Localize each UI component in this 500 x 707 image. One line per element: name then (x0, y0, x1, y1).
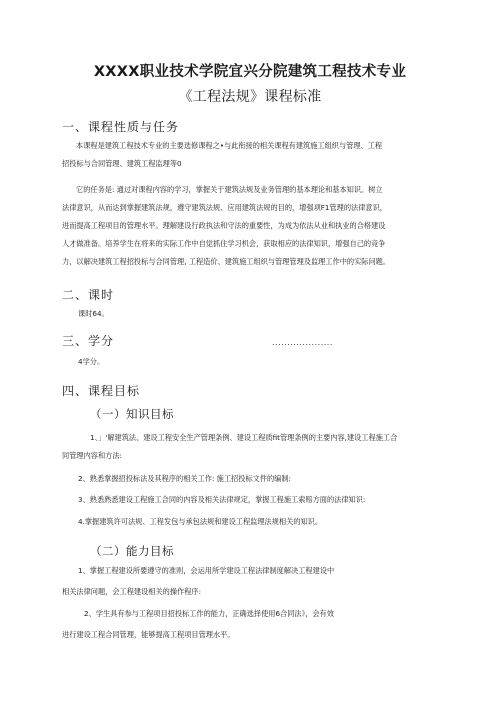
paragraph-line: 力，以解决建筑工程招投标与合同管理, 工程造价、建筑施工组织与管理管理及监理工作中的实际问题。 (62, 257, 391, 266)
objective-item: 3、熟悉熟悉建设工程施工合同的内容及相关法律规定，掌握工程施工索赔方面的法律知识: (78, 495, 366, 504)
subsection-heading-ability: （二）能力目标 (90, 544, 174, 558)
credits-text: 4学分。 (78, 357, 105, 366)
objective-item: 进行建设工程合同管理，能够提高工程项目管理水平。 (62, 630, 235, 639)
objective-item: 相关法律问题，会工程建设相关的操作程序: (62, 587, 201, 596)
paragraph-line: 招投标与合同管理、建筑工程监理等0 (62, 159, 182, 168)
objective-item: 2、学生具有参与工程项目招投标工作的能力，正确选择使用6合同法》，会有效 (84, 609, 334, 618)
paragraph-line: 本课程是建筑工程技术专业的主要选修课程之•与此衔接的相关课程有建筑施工组织与管理、工程 (76, 141, 383, 150)
subsection-heading-knowledge: （一）知识目标 (90, 407, 174, 421)
dotted-leader: .................... (272, 338, 333, 347)
paragraph-line: 它的任务是: 通过对课程内容的学习，掌握关于建筑法规及业务管理的基本理论和基本知识。树立 (76, 185, 383, 194)
section-heading-hours: 二、课时 (62, 288, 115, 302)
document-title-line1: XXXX职业技术学院宜兴分院建筑工程技术专业 (93, 64, 407, 80)
paragraph-line: 法律意识，从而达到掌握建筑法规，遵守建筑法规、应用建筑法规的目的，增强项F1管理的法律意识， (62, 203, 387, 212)
objective-item: 1、掌握工程建设所要遵守的准则，会运用所学建设工程法律制度解决工程建设中 (78, 566, 335, 575)
section-heading-objectives: 四、课程目标 (62, 384, 141, 398)
section-heading-credits: 三、学分 (62, 334, 115, 348)
document-title-line2: 《工程法规》课程标准 (178, 89, 322, 105)
section-heading-nature-tasks: 一、课程性质与任务 (62, 120, 180, 134)
paragraph-line: 进而提高工程项目的管理水平。理解建设行政执法和守法的重要性，为成为依法从业和执业的合格建设 (62, 221, 386, 230)
paragraph-line: 人才做准备。培养学生在将来的实际工作中自觉抓住学习机会，获取相应的法律知识，增强自己的竞争 (62, 239, 386, 248)
objective-item: 同管理内容和方法: (62, 451, 122, 460)
objective-item: 4.掌握建筑许可法规、工程发包与承包法规和建设工程监理法规相关的知识。 (78, 517, 323, 526)
hours-text: 课时64。 (78, 309, 109, 318)
objective-item: 2、熟悉掌握招投标法及其程序的相关工作: 施工招投标文件的编制: (78, 474, 291, 483)
objective-item: 1、」'解建筑法、建设工程安全生产管理条例、建设工程质fit管理条例的主要内容,建设工程施工合 (90, 433, 398, 442)
